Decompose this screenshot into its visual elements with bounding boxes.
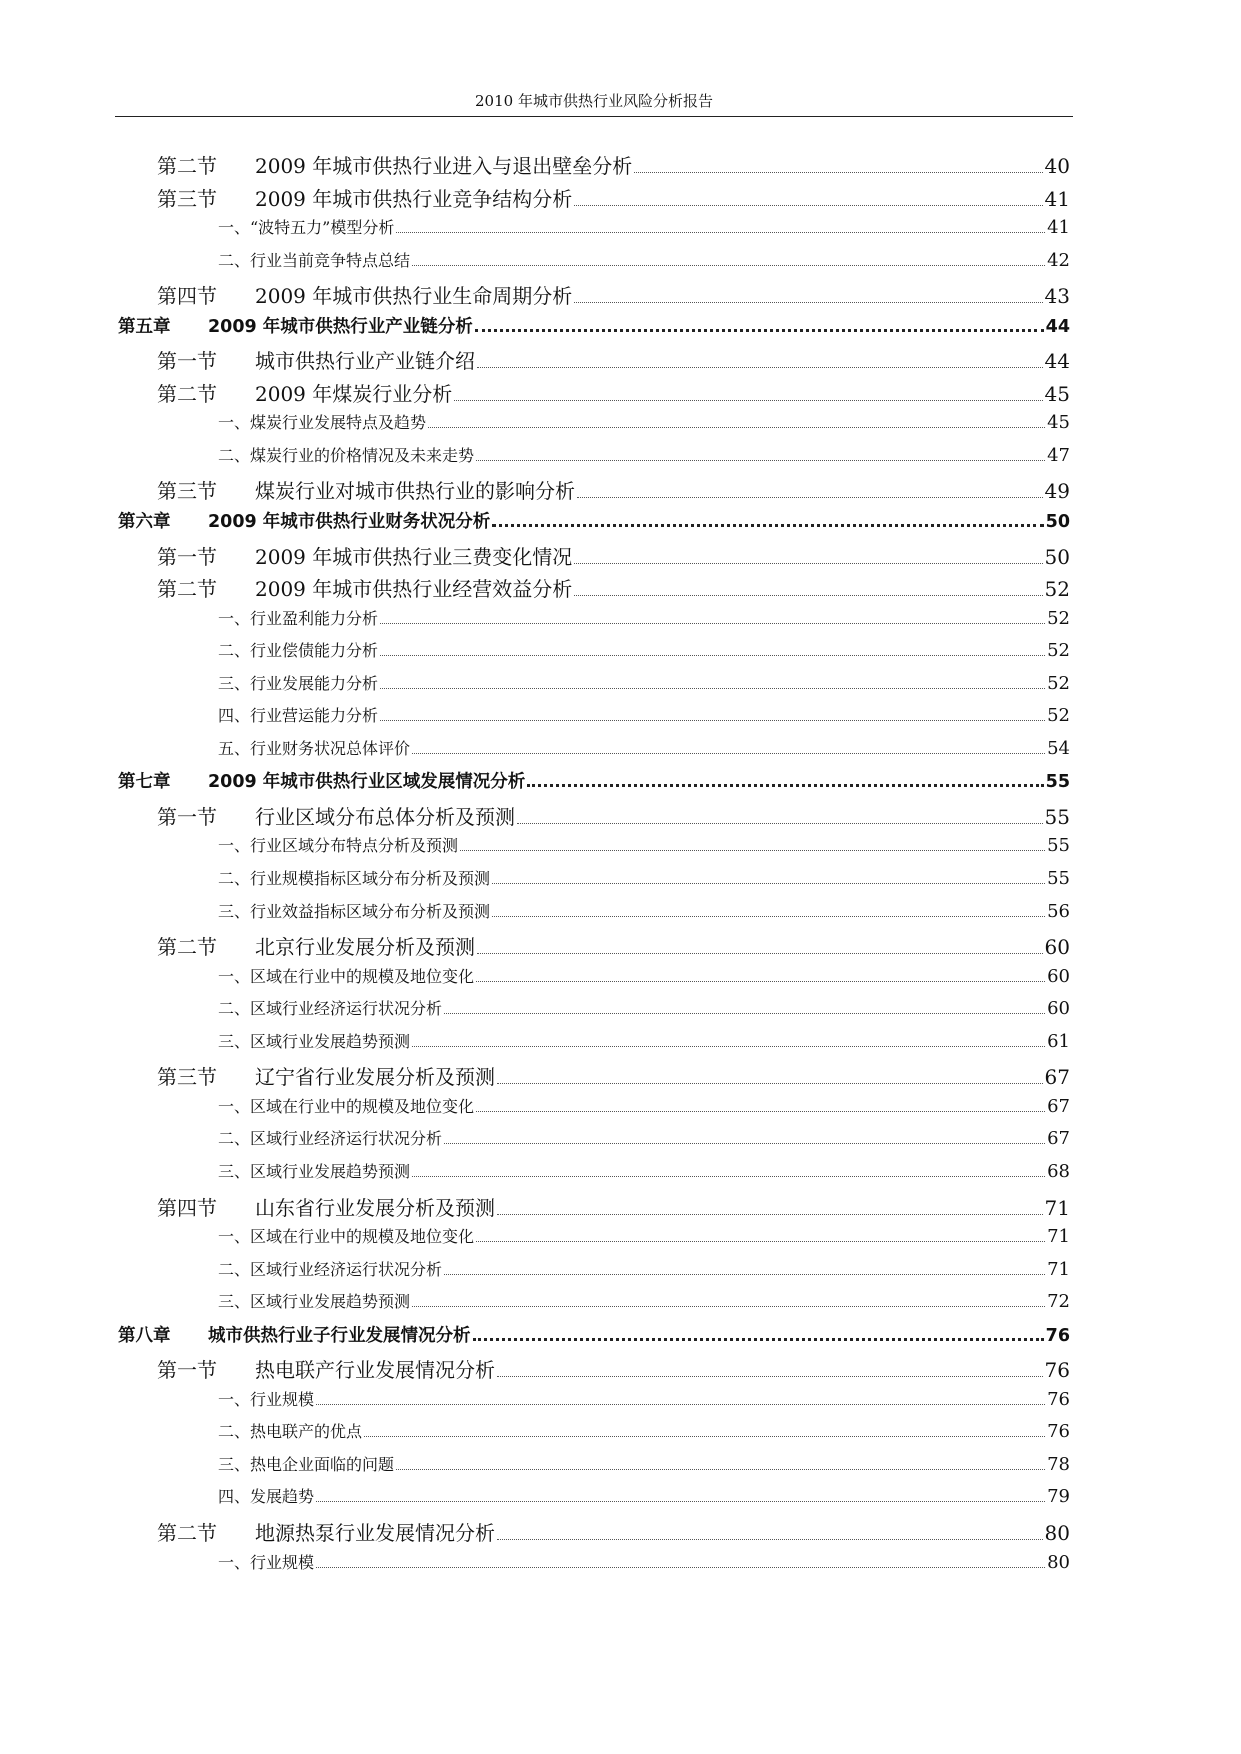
dot-leader	[527, 784, 1043, 787]
toc-item-entry[interactable]	[118, 736, 1070, 769]
toc-entry-number: 第一节	[157, 349, 217, 374]
toc-entry-page-number: 52	[1047, 640, 1070, 662]
toc-entry-title: 二、行业规模指标区域分布分析及预测	[218, 869, 491, 889]
toc-item-entry[interactable]	[118, 833, 1070, 866]
dot-leader	[316, 1567, 1045, 1568]
toc-item-entry[interactable]	[118, 1029, 1070, 1062]
dot-leader	[477, 953, 1043, 954]
toc-entry-page-number: 41	[1047, 217, 1070, 239]
toc-entry-page-number: 60	[1044, 935, 1070, 960]
toc-entry-page-number: 60	[1047, 998, 1070, 1020]
toc-item-entry[interactable]	[118, 964, 1070, 997]
toc-section-entry[interactable]	[118, 1517, 1070, 1550]
toc-entry-title: 三、区域行业发展趋势预测	[218, 1161, 411, 1181]
toc-entry-number: 第二节	[157, 935, 217, 960]
dot-leader	[316, 1404, 1045, 1405]
toc-entry-title: 二、煤炭行业的价格情况及未来走势	[218, 445, 475, 465]
dot-leader	[454, 400, 1042, 401]
toc-entry-title: 四、行业营运能力分析	[218, 706, 379, 726]
dot-leader	[492, 916, 1045, 917]
toc-entry-page-number: 43	[1044, 284, 1070, 309]
toc-item-entry[interactable]	[118, 443, 1070, 476]
toc-entry-page-number: 50	[1045, 512, 1070, 533]
dot-leader	[497, 1083, 1043, 1084]
toc-entry-title: 煤炭行业对城市供热行业的影响分析	[255, 479, 575, 504]
toc-entry-title: 一、区域在行业中的规模及地位变化	[218, 1096, 475, 1116]
toc-entry-title: 五、行业财务状况总体评价	[218, 738, 411, 758]
toc-entry-title: 一、区域在行业中的规模及地位变化	[218, 966, 475, 986]
dot-leader	[475, 329, 1044, 332]
toc-entry-title: 城市供热行业子行业发展情况分析	[208, 1325, 471, 1346]
toc-entry-title: 山东省行业发展分析及预测	[255, 1195, 495, 1220]
toc-entry-title: 二、热电联产的优点	[218, 1422, 363, 1442]
toc-entry-page-number: 76	[1047, 1421, 1070, 1443]
toc-entry-page-number: 45	[1047, 412, 1070, 434]
toc-entry-number: 第四节	[157, 1195, 217, 1220]
dot-leader	[497, 1376, 1043, 1377]
toc-section-entry[interactable]	[118, 931, 1070, 964]
toc-entry-number: 第八章	[118, 1325, 171, 1346]
dot-leader	[634, 172, 1042, 173]
dot-leader	[517, 823, 1043, 824]
toc-entry-page-number: 55	[1047, 835, 1070, 857]
dot-leader	[412, 1306, 1045, 1307]
toc-entry-page-number: 68	[1047, 1160, 1070, 1182]
toc-entry-title: 二、区域行业经济运行状况分析	[218, 1129, 443, 1149]
toc-entry-title: 地源热泵行业发展情况分析	[255, 1520, 495, 1545]
toc-section-entry[interactable]	[118, 541, 1070, 574]
toc-entry-page-number: 54	[1047, 737, 1070, 759]
dot-leader	[396, 1469, 1045, 1470]
toc-entry-page-number: 60	[1047, 965, 1070, 987]
toc-entry-title: 一、行业区域分布特点分析及预测	[218, 836, 459, 856]
toc-section-entry[interactable]	[118, 1192, 1070, 1225]
dot-leader	[574, 302, 1042, 303]
toc-entry-title: 2009 年城市供热行业经营效益分析	[255, 577, 573, 602]
toc-item-entry[interactable]	[118, 1387, 1070, 1420]
toc-entry-title: 行业区域分布总体分析及预测	[255, 804, 515, 829]
toc-entry-page-number: 76	[1047, 1388, 1070, 1410]
page-header	[115, 86, 1073, 116]
toc-item-entry[interactable]	[118, 1094, 1070, 1127]
table-of-contents	[118, 150, 1070, 1582]
toc-entry-page-number: 71	[1047, 1226, 1070, 1248]
toc-entry-number: 第七章	[118, 772, 171, 793]
toc-entry-title: 四、发展趋势	[218, 1487, 315, 1507]
dot-leader	[412, 1176, 1045, 1177]
toc-entry-number: 第三节	[157, 1065, 217, 1090]
toc-entry-title: 辽宁省行业发展分析及预测	[255, 1065, 495, 1090]
toc-entry-page-number: 42	[1047, 249, 1070, 271]
toc-entry-page-number: 72	[1047, 1291, 1070, 1313]
dot-leader	[460, 850, 1045, 851]
toc-entry-number: 第二节	[157, 577, 217, 602]
toc-entry-title: 2009 年城市供热行业进入与退出壁垒分析	[255, 154, 633, 178]
toc-item-entry[interactable]	[118, 215, 1070, 248]
toc-entry-page-number: 76	[1044, 1358, 1070, 1383]
toc-item-entry[interactable]	[118, 410, 1070, 443]
dot-leader	[412, 1046, 1045, 1047]
toc-entry-title: 2009 年城市供热行业产业链分析	[208, 316, 473, 337]
toc-item-entry[interactable]	[118, 1126, 1070, 1159]
toc-entry-page-number: 47	[1047, 444, 1070, 466]
toc-entry-page-number: 52	[1047, 607, 1070, 629]
toc-entry-page-number: 55	[1045, 772, 1070, 793]
toc-section-entry[interactable]	[118, 801, 1070, 834]
toc-entry-title: 二、区域行业经济运行状况分析	[218, 999, 443, 1019]
toc-entry-number: 第四节	[157, 284, 217, 309]
toc-entry-title: 一、区域在行业中的规模及地位变化	[218, 1227, 475, 1247]
toc-entry-number: 第五章	[118, 316, 171, 337]
dot-leader	[444, 1274, 1045, 1275]
dot-leader	[412, 265, 1045, 266]
toc-item-entry[interactable]	[118, 1159, 1070, 1192]
toc-entry-title: 一、煤炭行业发展特点及趋势	[218, 413, 427, 433]
toc-entry-number: 第三节	[157, 186, 217, 211]
toc-item-entry[interactable]	[118, 1289, 1070, 1322]
toc-entry-page-number: 80	[1047, 1551, 1070, 1573]
toc-entry-number: 第二节	[157, 1520, 217, 1545]
toc-entry-title: 北京行业发展分析及预测	[255, 935, 475, 960]
toc-entry-title: 2009 年城市供热行业生命周期分析	[255, 284, 573, 309]
toc-section-entry[interactable]	[118, 475, 1070, 508]
toc-entry-page-number: 56	[1047, 900, 1070, 922]
toc-entry-title: 三、区域行业发展趋势预测	[218, 1292, 411, 1312]
toc-entry-page-number: 76	[1045, 1325, 1070, 1346]
header-rule	[115, 116, 1073, 117]
dot-leader	[380, 655, 1045, 656]
toc-entry-number: 第六章	[118, 512, 171, 533]
toc-item-entry[interactable]	[118, 996, 1070, 1029]
toc-item-entry[interactable]	[118, 703, 1070, 736]
toc-entry-title: 2009 年城市供热行业竞争结构分析	[255, 186, 573, 211]
toc-entry-page-number: 45	[1044, 381, 1070, 406]
toc-entry-page-number: 52	[1047, 705, 1070, 727]
toc-entry-number: 第一节	[157, 804, 217, 829]
toc-entry-title: 2009 年城市供热行业区域发展情况分析	[208, 772, 526, 793]
dot-leader	[380, 720, 1045, 721]
toc-section-entry[interactable]	[118, 280, 1070, 313]
toc-entry-title: 三、区域行业发展趋势预测	[218, 1031, 411, 1051]
toc-item-entry[interactable]	[118, 899, 1070, 932]
toc-entry-title: 2009 年城市供热行业财务状况分析	[208, 512, 491, 533]
dot-leader	[476, 460, 1045, 461]
toc-entry-title: 三、热电企业面临的问题	[218, 1454, 395, 1474]
dot-leader	[492, 524, 1043, 527]
toc-item-entry[interactable]	[118, 671, 1070, 704]
toc-entry-title: 一、行业盈利能力分析	[218, 608, 379, 628]
dot-leader	[574, 205, 1042, 206]
toc-entry-page-number: 44	[1045, 316, 1070, 337]
toc-entry-page-number: 50	[1044, 544, 1070, 569]
toc-entry-title: 三、行业发展能力分析	[218, 673, 379, 693]
toc-entry-title: 二、行业偿债能力分析	[218, 641, 379, 661]
toc-section-entry[interactable]	[118, 183, 1070, 216]
header-title: 2010 年城市供热行业风险分析报告	[475, 92, 713, 110]
toc-entry-title: 一、行业规模	[218, 1552, 315, 1572]
dot-leader	[497, 1214, 1043, 1215]
toc-chapter-entry[interactable]	[118, 1322, 1070, 1355]
dot-leader	[477, 367, 1043, 368]
toc-entry-page-number: 67	[1047, 1128, 1070, 1150]
toc-entry-page-number: 55	[1044, 804, 1070, 829]
toc-entry-title: 一、“波特五力”模型分析	[218, 218, 395, 238]
toc-entry-page-number: 55	[1047, 868, 1070, 890]
toc-item-entry[interactable]	[118, 1224, 1070, 1257]
dot-leader	[577, 497, 1043, 498]
toc-entry-page-number: 80	[1044, 1520, 1070, 1545]
toc-item-entry[interactable]	[118, 866, 1070, 899]
toc-entry-title: 二、区域行业经济运行状况分析	[218, 1259, 443, 1279]
dot-leader	[476, 981, 1045, 982]
dot-leader	[380, 688, 1045, 689]
toc-entry-page-number: 79	[1047, 1486, 1070, 1508]
toc-section-entry[interactable]	[118, 1354, 1070, 1387]
dot-leader	[444, 1143, 1045, 1144]
toc-entry-page-number: 71	[1047, 1258, 1070, 1280]
toc-entry-title: 城市供热行业产业链介绍	[255, 349, 475, 374]
toc-item-entry[interactable]	[118, 1550, 1070, 1583]
dot-leader	[476, 1241, 1045, 1242]
toc-item-entry[interactable]	[118, 1452, 1070, 1485]
dot-leader	[473, 1338, 1044, 1341]
toc-entry-title: 热电联产行业发展情况分析	[255, 1358, 495, 1383]
dot-leader	[396, 232, 1045, 233]
dot-leader	[412, 753, 1045, 754]
toc-section-entry[interactable]	[118, 150, 1070, 183]
toc-entry-number: 第三节	[157, 479, 217, 504]
dot-leader	[574, 595, 1042, 596]
toc-entry-title: 2009 年城市供热行业三费变化情况	[255, 544, 573, 569]
toc-entry-page-number: 49	[1044, 479, 1070, 504]
dot-leader	[492, 883, 1045, 884]
toc-chapter-entry[interactable]	[118, 313, 1070, 346]
toc-entry-page-number: 78	[1047, 1453, 1070, 1475]
toc-entry-page-number: 52	[1044, 577, 1070, 602]
toc-entry-title: 三、行业效益指标区域分布分析及预测	[218, 901, 491, 921]
toc-item-entry[interactable]	[118, 1419, 1070, 1452]
toc-section-entry[interactable]	[118, 1061, 1070, 1094]
toc-entry-number: 第一节	[157, 1358, 217, 1383]
toc-entry-page-number: 61	[1047, 1030, 1070, 1052]
dot-leader	[444, 1013, 1045, 1014]
toc-item-entry[interactable]	[118, 638, 1070, 671]
toc-entry-page-number: 67	[1044, 1065, 1070, 1090]
dot-leader	[380, 623, 1045, 624]
toc-entry-title: 2009 年煤炭行业分析	[255, 381, 453, 406]
dot-leader	[316, 1501, 1045, 1502]
toc-item-entry[interactable]	[118, 1484, 1070, 1517]
dot-leader	[574, 563, 1042, 564]
dot-leader	[428, 427, 1045, 428]
toc-section-entry[interactable]	[118, 345, 1070, 378]
toc-section-entry[interactable]	[118, 378, 1070, 411]
toc-entry-page-number: 40	[1044, 154, 1070, 178]
toc-item-entry[interactable]	[118, 1257, 1070, 1290]
toc-entry-title: 二、行业当前竞争特点总结	[218, 250, 411, 270]
toc-entry-number: 第二节	[157, 154, 217, 178]
toc-section-entry[interactable]	[118, 573, 1070, 606]
dot-leader	[476, 1111, 1045, 1112]
toc-chapter-entry[interactable]	[118, 768, 1070, 801]
toc-entry-page-number: 44	[1044, 349, 1070, 374]
toc-chapter-entry[interactable]	[118, 508, 1070, 541]
toc-item-entry[interactable]	[118, 606, 1070, 639]
toc-entry-page-number: 67	[1047, 1095, 1070, 1117]
toc-entry-number: 第一节	[157, 544, 217, 569]
dot-leader	[364, 1436, 1045, 1437]
toc-entry-page-number: 71	[1044, 1195, 1070, 1220]
toc-entry-page-number: 41	[1044, 186, 1070, 211]
toc-item-entry[interactable]	[118, 248, 1070, 281]
toc-entry-number: 第二节	[157, 381, 217, 406]
toc-entry-page-number: 52	[1047, 672, 1070, 694]
dot-leader	[497, 1539, 1043, 1540]
toc-entry-title: 一、行业规模	[218, 1389, 315, 1409]
